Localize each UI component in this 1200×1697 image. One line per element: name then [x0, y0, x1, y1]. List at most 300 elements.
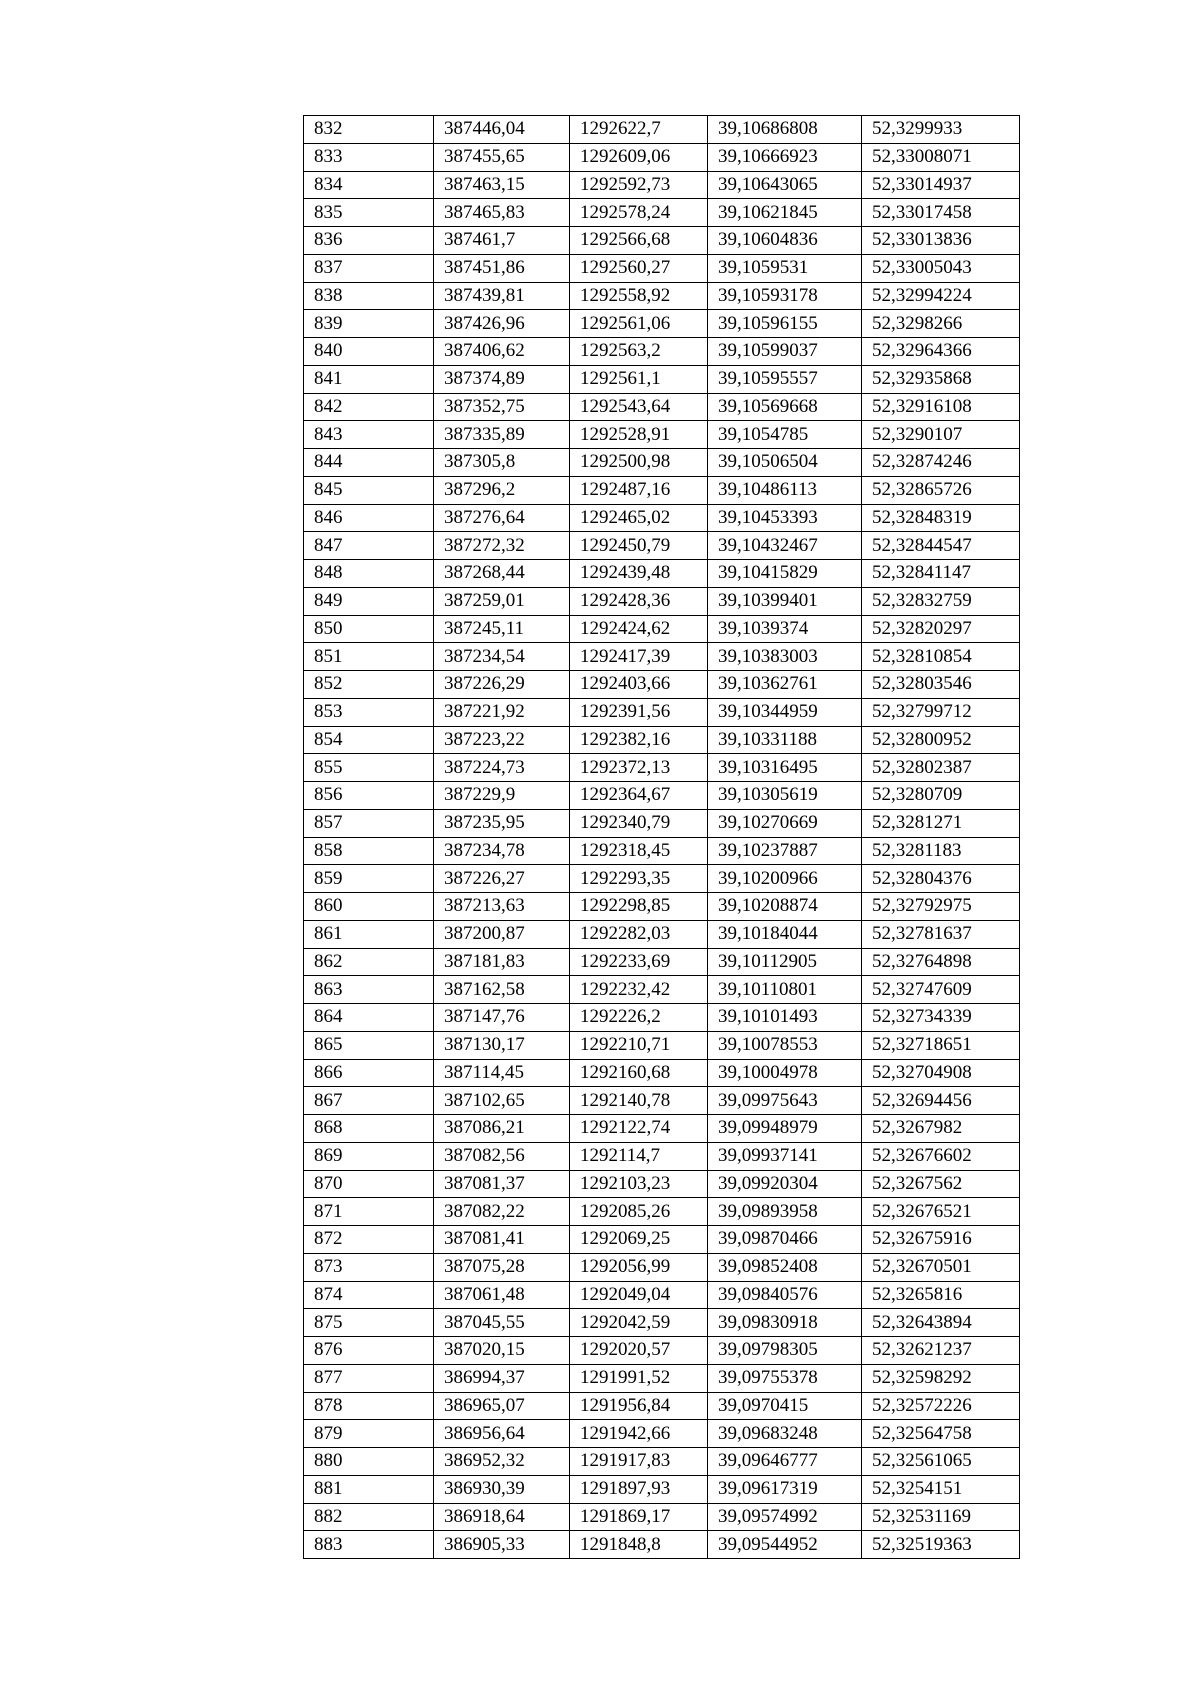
x-coordinate-cell: 387305,8	[434, 449, 570, 477]
y-coordinate-cell: 1292085,26	[570, 1198, 708, 1226]
x-coordinate-cell: 387461,7	[434, 227, 570, 255]
y-coordinate-cell: 1292293,35	[570, 865, 708, 893]
table-row	[304, 476, 1020, 504]
latitude-cell: 52,3299933	[862, 116, 1020, 144]
longitude-cell: 39,10331188	[708, 726, 862, 754]
latitude-cell: 52,3267562	[862, 1170, 1020, 1198]
point-number-cell: 841	[304, 365, 434, 393]
x-coordinate-cell: 387102,65	[434, 1087, 570, 1115]
table-row	[304, 1448, 1020, 1476]
point-number-cell: 859	[304, 865, 434, 893]
longitude-cell: 39,10305619	[708, 782, 862, 810]
table-row	[304, 1475, 1020, 1503]
table-row	[304, 837, 1020, 865]
point-number-cell: 870	[304, 1170, 434, 1198]
point-number-cell: 881	[304, 1475, 434, 1503]
table-row	[304, 671, 1020, 699]
latitude-cell: 52,33005043	[862, 254, 1020, 282]
table-row	[304, 1392, 1020, 1420]
y-coordinate-cell: 1292417,39	[570, 643, 708, 671]
latitude-cell: 52,32841147	[862, 560, 1020, 588]
table-row	[304, 587, 1020, 615]
y-coordinate-cell: 1292424,62	[570, 615, 708, 643]
latitude-cell: 52,32676521	[862, 1198, 1020, 1226]
latitude-cell: 52,32792975	[862, 893, 1020, 921]
latitude-cell: 52,32734339	[862, 1004, 1020, 1032]
table-row	[304, 809, 1020, 837]
point-number-cell: 836	[304, 227, 434, 255]
x-coordinate-cell: 387223,22	[434, 726, 570, 754]
y-coordinate-cell: 1292103,23	[570, 1170, 708, 1198]
latitude-cell: 52,33008071	[862, 143, 1020, 171]
y-coordinate-cell: 1292382,16	[570, 726, 708, 754]
latitude-cell: 52,32718651	[862, 1031, 1020, 1059]
longitude-cell: 39,10208874	[708, 893, 862, 921]
latitude-cell: 52,32747609	[862, 976, 1020, 1004]
latitude-cell: 52,3290107	[862, 421, 1020, 449]
latitude-cell: 52,32810854	[862, 643, 1020, 671]
point-number-cell: 879	[304, 1420, 434, 1448]
coordinates-table-body	[304, 116, 1020, 1559]
table-row	[304, 1420, 1020, 1448]
point-number-cell: 849	[304, 587, 434, 615]
y-coordinate-cell: 1292487,16	[570, 476, 708, 504]
table-row	[304, 310, 1020, 338]
latitude-cell: 52,32799712	[862, 698, 1020, 726]
x-coordinate-cell: 387451,86	[434, 254, 570, 282]
point-number-cell: 855	[304, 754, 434, 782]
table-row	[304, 171, 1020, 199]
point-number-cell: 838	[304, 282, 434, 310]
table-row	[304, 1337, 1020, 1365]
y-coordinate-cell: 1292049,04	[570, 1281, 708, 1309]
longitude-cell: 39,10506504	[708, 449, 862, 477]
x-coordinate-cell: 387075,28	[434, 1253, 570, 1281]
point-number-cell: 857	[304, 809, 434, 837]
longitude-cell: 39,10453393	[708, 504, 862, 532]
y-coordinate-cell: 1291956,84	[570, 1392, 708, 1420]
x-coordinate-cell: 387082,56	[434, 1142, 570, 1170]
x-coordinate-cell: 387426,96	[434, 310, 570, 338]
longitude-cell: 39,09646777	[708, 1448, 862, 1476]
x-coordinate-cell: 387130,17	[434, 1031, 570, 1059]
y-coordinate-cell: 1292140,78	[570, 1087, 708, 1115]
table-row	[304, 421, 1020, 449]
longitude-cell: 39,10415829	[708, 560, 862, 588]
y-coordinate-cell: 1291897,93	[570, 1475, 708, 1503]
longitude-cell: 39,10686808	[708, 116, 862, 144]
table-row	[304, 1115, 1020, 1143]
y-coordinate-cell: 1292592,73	[570, 171, 708, 199]
longitude-cell: 39,09893958	[708, 1198, 862, 1226]
longitude-cell: 39,1039374	[708, 615, 862, 643]
table-row	[304, 560, 1020, 588]
point-number-cell: 866	[304, 1059, 434, 1087]
x-coordinate-cell: 387200,87	[434, 920, 570, 948]
point-number-cell: 846	[304, 504, 434, 532]
point-number-cell: 842	[304, 393, 434, 421]
y-coordinate-cell: 1292622,7	[570, 116, 708, 144]
y-coordinate-cell: 1292122,74	[570, 1115, 708, 1143]
point-number-cell: 876	[304, 1337, 434, 1365]
point-number-cell: 883	[304, 1531, 434, 1559]
point-number-cell: 832	[304, 116, 434, 144]
y-coordinate-cell: 1292561,06	[570, 310, 708, 338]
latitude-cell: 52,32844547	[862, 532, 1020, 560]
table-row	[304, 254, 1020, 282]
x-coordinate-cell: 386930,39	[434, 1475, 570, 1503]
table-row	[304, 1531, 1020, 1559]
y-coordinate-cell: 1292160,68	[570, 1059, 708, 1087]
table-row	[304, 449, 1020, 477]
point-number-cell: 862	[304, 948, 434, 976]
x-coordinate-cell: 387147,76	[434, 1004, 570, 1032]
point-number-cell: 874	[304, 1281, 434, 1309]
x-coordinate-cell: 387235,95	[434, 809, 570, 837]
y-coordinate-cell: 1292391,56	[570, 698, 708, 726]
y-coordinate-cell: 1292428,36	[570, 587, 708, 615]
longitude-cell: 39,10569668	[708, 393, 862, 421]
table-row	[304, 116, 1020, 144]
latitude-cell: 52,3298266	[862, 310, 1020, 338]
longitude-cell: 39,10344959	[708, 698, 862, 726]
point-number-cell: 875	[304, 1309, 434, 1337]
longitude-cell: 39,10383003	[708, 643, 862, 671]
longitude-cell: 39,09975643	[708, 1087, 862, 1115]
x-coordinate-cell: 387229,9	[434, 782, 570, 810]
point-number-cell: 848	[304, 560, 434, 588]
y-coordinate-cell: 1292282,03	[570, 920, 708, 948]
y-coordinate-cell: 1292543,64	[570, 393, 708, 421]
point-number-cell: 882	[304, 1503, 434, 1531]
table-row	[304, 948, 1020, 976]
point-number-cell: 877	[304, 1364, 434, 1392]
x-coordinate-cell: 387272,32	[434, 532, 570, 560]
point-number-cell: 835	[304, 199, 434, 227]
point-number-cell: 869	[304, 1142, 434, 1170]
x-coordinate-cell: 387082,22	[434, 1198, 570, 1226]
longitude-cell: 39,10270669	[708, 809, 862, 837]
y-coordinate-cell: 1292020,57	[570, 1337, 708, 1365]
latitude-cell: 52,32675916	[862, 1226, 1020, 1254]
longitude-cell: 39,09683248	[708, 1420, 862, 1448]
latitude-cell: 52,32643894	[862, 1309, 1020, 1337]
y-coordinate-cell: 1292439,48	[570, 560, 708, 588]
y-coordinate-cell: 1292233,69	[570, 948, 708, 976]
y-coordinate-cell: 1292558,92	[570, 282, 708, 310]
latitude-cell: 52,32820297	[862, 615, 1020, 643]
x-coordinate-cell: 387081,41	[434, 1226, 570, 1254]
table-row	[304, 1503, 1020, 1531]
y-coordinate-cell: 1292056,99	[570, 1253, 708, 1281]
y-coordinate-cell: 1292318,45	[570, 837, 708, 865]
longitude-cell: 39,09755378	[708, 1364, 862, 1392]
table-row	[304, 393, 1020, 421]
table-row	[304, 365, 1020, 393]
latitude-cell: 52,32694456	[862, 1087, 1020, 1115]
latitude-cell: 52,3281271	[862, 809, 1020, 837]
longitude-cell: 39,0970415	[708, 1392, 862, 1420]
longitude-cell: 39,10432467	[708, 532, 862, 560]
longitude-cell: 39,10595557	[708, 365, 862, 393]
longitude-cell: 39,10184044	[708, 920, 862, 948]
latitude-cell: 52,32764898	[862, 948, 1020, 976]
table-row	[304, 504, 1020, 532]
point-number-cell: 854	[304, 726, 434, 754]
y-coordinate-cell: 1292232,42	[570, 976, 708, 1004]
y-coordinate-cell: 1291869,17	[570, 1503, 708, 1531]
longitude-cell: 39,10110801	[708, 976, 862, 1004]
point-number-cell: 868	[304, 1115, 434, 1143]
x-coordinate-cell: 387465,83	[434, 199, 570, 227]
x-coordinate-cell: 387268,44	[434, 560, 570, 588]
y-coordinate-cell: 1292042,59	[570, 1309, 708, 1337]
point-number-cell: 858	[304, 837, 434, 865]
y-coordinate-cell: 1292298,85	[570, 893, 708, 921]
point-number-cell: 880	[304, 1448, 434, 1476]
table-row	[304, 1309, 1020, 1337]
point-number-cell: 861	[304, 920, 434, 948]
x-coordinate-cell: 387045,55	[434, 1309, 570, 1337]
y-coordinate-cell: 1291991,52	[570, 1364, 708, 1392]
y-coordinate-cell: 1292561,1	[570, 365, 708, 393]
latitude-cell: 52,32994224	[862, 282, 1020, 310]
point-number-cell: 845	[304, 476, 434, 504]
point-number-cell: 840	[304, 338, 434, 366]
point-number-cell: 865	[304, 1031, 434, 1059]
y-coordinate-cell: 1292069,25	[570, 1226, 708, 1254]
latitude-cell: 52,32802387	[862, 754, 1020, 782]
y-coordinate-cell: 1292372,13	[570, 754, 708, 782]
longitude-cell: 39,09870466	[708, 1226, 862, 1254]
x-coordinate-cell: 386965,07	[434, 1392, 570, 1420]
x-coordinate-cell: 387259,01	[434, 587, 570, 615]
point-number-cell: 851	[304, 643, 434, 671]
x-coordinate-cell: 387446,04	[434, 116, 570, 144]
y-coordinate-cell: 1292210,71	[570, 1031, 708, 1059]
latitude-cell: 52,32964366	[862, 338, 1020, 366]
table-row	[304, 615, 1020, 643]
longitude-cell: 39,09798305	[708, 1337, 862, 1365]
y-coordinate-cell: 1292578,24	[570, 199, 708, 227]
point-number-cell: 850	[304, 615, 434, 643]
latitude-cell: 52,32781637	[862, 920, 1020, 948]
y-coordinate-cell: 1292563,2	[570, 338, 708, 366]
latitude-cell: 52,32865726	[862, 476, 1020, 504]
latitude-cell: 52,33017458	[862, 199, 1020, 227]
latitude-cell: 52,3254151	[862, 1475, 1020, 1503]
y-coordinate-cell: 1291917,83	[570, 1448, 708, 1476]
table-row	[304, 782, 1020, 810]
latitude-cell: 52,32519363	[862, 1531, 1020, 1559]
longitude-cell: 39,10593178	[708, 282, 862, 310]
latitude-cell: 52,32803546	[862, 671, 1020, 699]
y-coordinate-cell: 1292364,67	[570, 782, 708, 810]
x-coordinate-cell: 386956,64	[434, 1420, 570, 1448]
point-number-cell: 864	[304, 1004, 434, 1032]
x-coordinate-cell: 387455,65	[434, 143, 570, 171]
table-row	[304, 1142, 1020, 1170]
point-number-cell: 856	[304, 782, 434, 810]
x-coordinate-cell: 387374,89	[434, 365, 570, 393]
latitude-cell: 52,32561065	[862, 1448, 1020, 1476]
table-row	[304, 1059, 1020, 1087]
latitude-cell: 52,32704908	[862, 1059, 1020, 1087]
point-number-cell: 860	[304, 893, 434, 921]
point-number-cell: 853	[304, 698, 434, 726]
y-coordinate-cell: 1292500,98	[570, 449, 708, 477]
x-coordinate-cell: 387245,11	[434, 615, 570, 643]
latitude-cell: 52,3280709	[862, 782, 1020, 810]
table-row	[304, 338, 1020, 366]
x-coordinate-cell: 387234,54	[434, 643, 570, 671]
coordinates-table	[303, 115, 1020, 1559]
longitude-cell: 39,09920304	[708, 1170, 862, 1198]
point-number-cell: 873	[304, 1253, 434, 1281]
table-row	[304, 1364, 1020, 1392]
x-coordinate-cell: 387463,15	[434, 171, 570, 199]
longitude-cell: 39,10621845	[708, 199, 862, 227]
y-coordinate-cell: 1292560,27	[570, 254, 708, 282]
longitude-cell: 39,10666923	[708, 143, 862, 171]
longitude-cell: 39,09852408	[708, 1253, 862, 1281]
longitude-cell: 39,10486113	[708, 476, 862, 504]
longitude-cell: 39,1054785	[708, 421, 862, 449]
point-number-cell: 878	[304, 1392, 434, 1420]
x-coordinate-cell: 387234,78	[434, 837, 570, 865]
latitude-cell: 52,33013836	[862, 227, 1020, 255]
x-coordinate-cell: 387276,64	[434, 504, 570, 532]
x-coordinate-cell: 387335,89	[434, 421, 570, 449]
table-row	[304, 532, 1020, 560]
x-coordinate-cell: 387221,92	[434, 698, 570, 726]
latitude-cell: 52,32598292	[862, 1364, 1020, 1392]
latitude-cell: 52,3265816	[862, 1281, 1020, 1309]
y-coordinate-cell: 1292226,2	[570, 1004, 708, 1032]
table-row	[304, 754, 1020, 782]
table-row	[304, 865, 1020, 893]
y-coordinate-cell: 1292566,68	[570, 227, 708, 255]
x-coordinate-cell: 387352,75	[434, 393, 570, 421]
y-coordinate-cell: 1292340,79	[570, 809, 708, 837]
table-row	[304, 920, 1020, 948]
y-coordinate-cell: 1292465,02	[570, 504, 708, 532]
longitude-cell: 39,10200966	[708, 865, 862, 893]
x-coordinate-cell: 387439,81	[434, 282, 570, 310]
x-coordinate-cell: 387020,15	[434, 1337, 570, 1365]
latitude-cell: 52,32848319	[862, 504, 1020, 532]
longitude-cell: 39,09937141	[708, 1142, 862, 1170]
x-coordinate-cell: 387181,83	[434, 948, 570, 976]
table-row	[304, 1170, 1020, 1198]
x-coordinate-cell: 387296,2	[434, 476, 570, 504]
x-coordinate-cell: 387162,58	[434, 976, 570, 1004]
table-row	[304, 893, 1020, 921]
table-row	[304, 1281, 1020, 1309]
table-row	[304, 1087, 1020, 1115]
longitude-cell: 39,10078553	[708, 1031, 862, 1059]
table-row	[304, 976, 1020, 1004]
longitude-cell: 39,10316495	[708, 754, 862, 782]
table-row	[304, 698, 1020, 726]
x-coordinate-cell: 386918,64	[434, 1503, 570, 1531]
point-number-cell: 837	[304, 254, 434, 282]
longitude-cell: 39,09840576	[708, 1281, 862, 1309]
longitude-cell: 39,09544952	[708, 1531, 862, 1559]
table-row	[304, 1004, 1020, 1032]
point-number-cell: 843	[304, 421, 434, 449]
longitude-cell: 39,09830918	[708, 1309, 862, 1337]
latitude-cell: 52,32670501	[862, 1253, 1020, 1281]
x-coordinate-cell: 386905,33	[434, 1531, 570, 1559]
table-row	[304, 1253, 1020, 1281]
longitude-cell: 39,10643065	[708, 171, 862, 199]
x-coordinate-cell: 387226,27	[434, 865, 570, 893]
latitude-cell: 52,32621237	[862, 1337, 1020, 1365]
longitude-cell: 39,10004978	[708, 1059, 862, 1087]
longitude-cell: 39,10604836	[708, 227, 862, 255]
longitude-cell: 39,10599037	[708, 338, 862, 366]
y-coordinate-cell: 1292403,66	[570, 671, 708, 699]
latitude-cell: 52,32564758	[862, 1420, 1020, 1448]
point-number-cell: 834	[304, 171, 434, 199]
longitude-cell: 39,1059531	[708, 254, 862, 282]
longitude-cell: 39,09948979	[708, 1115, 862, 1143]
point-number-cell: 847	[304, 532, 434, 560]
y-coordinate-cell: 1291848,8	[570, 1531, 708, 1559]
latitude-cell: 52,3267982	[862, 1115, 1020, 1143]
longitude-cell: 39,10101493	[708, 1004, 862, 1032]
y-coordinate-cell: 1292450,79	[570, 532, 708, 560]
x-coordinate-cell: 387086,21	[434, 1115, 570, 1143]
longitude-cell: 39,10237887	[708, 837, 862, 865]
table-row	[304, 643, 1020, 671]
point-number-cell: 852	[304, 671, 434, 699]
x-coordinate-cell: 387213,63	[434, 893, 570, 921]
latitude-cell: 52,32800952	[862, 726, 1020, 754]
latitude-cell: 52,33014937	[862, 171, 1020, 199]
latitude-cell: 52,32572226	[862, 1392, 1020, 1420]
y-coordinate-cell: 1292114,7	[570, 1142, 708, 1170]
point-number-cell: 872	[304, 1226, 434, 1254]
table-row	[304, 199, 1020, 227]
table-row	[304, 1198, 1020, 1226]
x-coordinate-cell: 387114,45	[434, 1059, 570, 1087]
point-number-cell: 833	[304, 143, 434, 171]
x-coordinate-cell: 387406,62	[434, 338, 570, 366]
x-coordinate-cell: 387061,48	[434, 1281, 570, 1309]
latitude-cell: 52,32531169	[862, 1503, 1020, 1531]
longitude-cell: 39,09617319	[708, 1475, 862, 1503]
point-number-cell: 871	[304, 1198, 434, 1226]
table-row	[304, 1031, 1020, 1059]
latitude-cell: 52,32832759	[862, 587, 1020, 615]
latitude-cell: 52,32935868	[862, 365, 1020, 393]
x-coordinate-cell: 387081,37	[434, 1170, 570, 1198]
table-row	[304, 143, 1020, 171]
y-coordinate-cell: 1292528,91	[570, 421, 708, 449]
latitude-cell: 52,32676602	[862, 1142, 1020, 1170]
point-number-cell: 844	[304, 449, 434, 477]
table-row	[304, 227, 1020, 255]
x-coordinate-cell: 386994,37	[434, 1364, 570, 1392]
longitude-cell: 39,10362761	[708, 671, 862, 699]
x-coordinate-cell: 386952,32	[434, 1448, 570, 1476]
latitude-cell: 52,32916108	[862, 393, 1020, 421]
latitude-cell: 52,32804376	[862, 865, 1020, 893]
latitude-cell: 52,3281183	[862, 837, 1020, 865]
table-row	[304, 282, 1020, 310]
